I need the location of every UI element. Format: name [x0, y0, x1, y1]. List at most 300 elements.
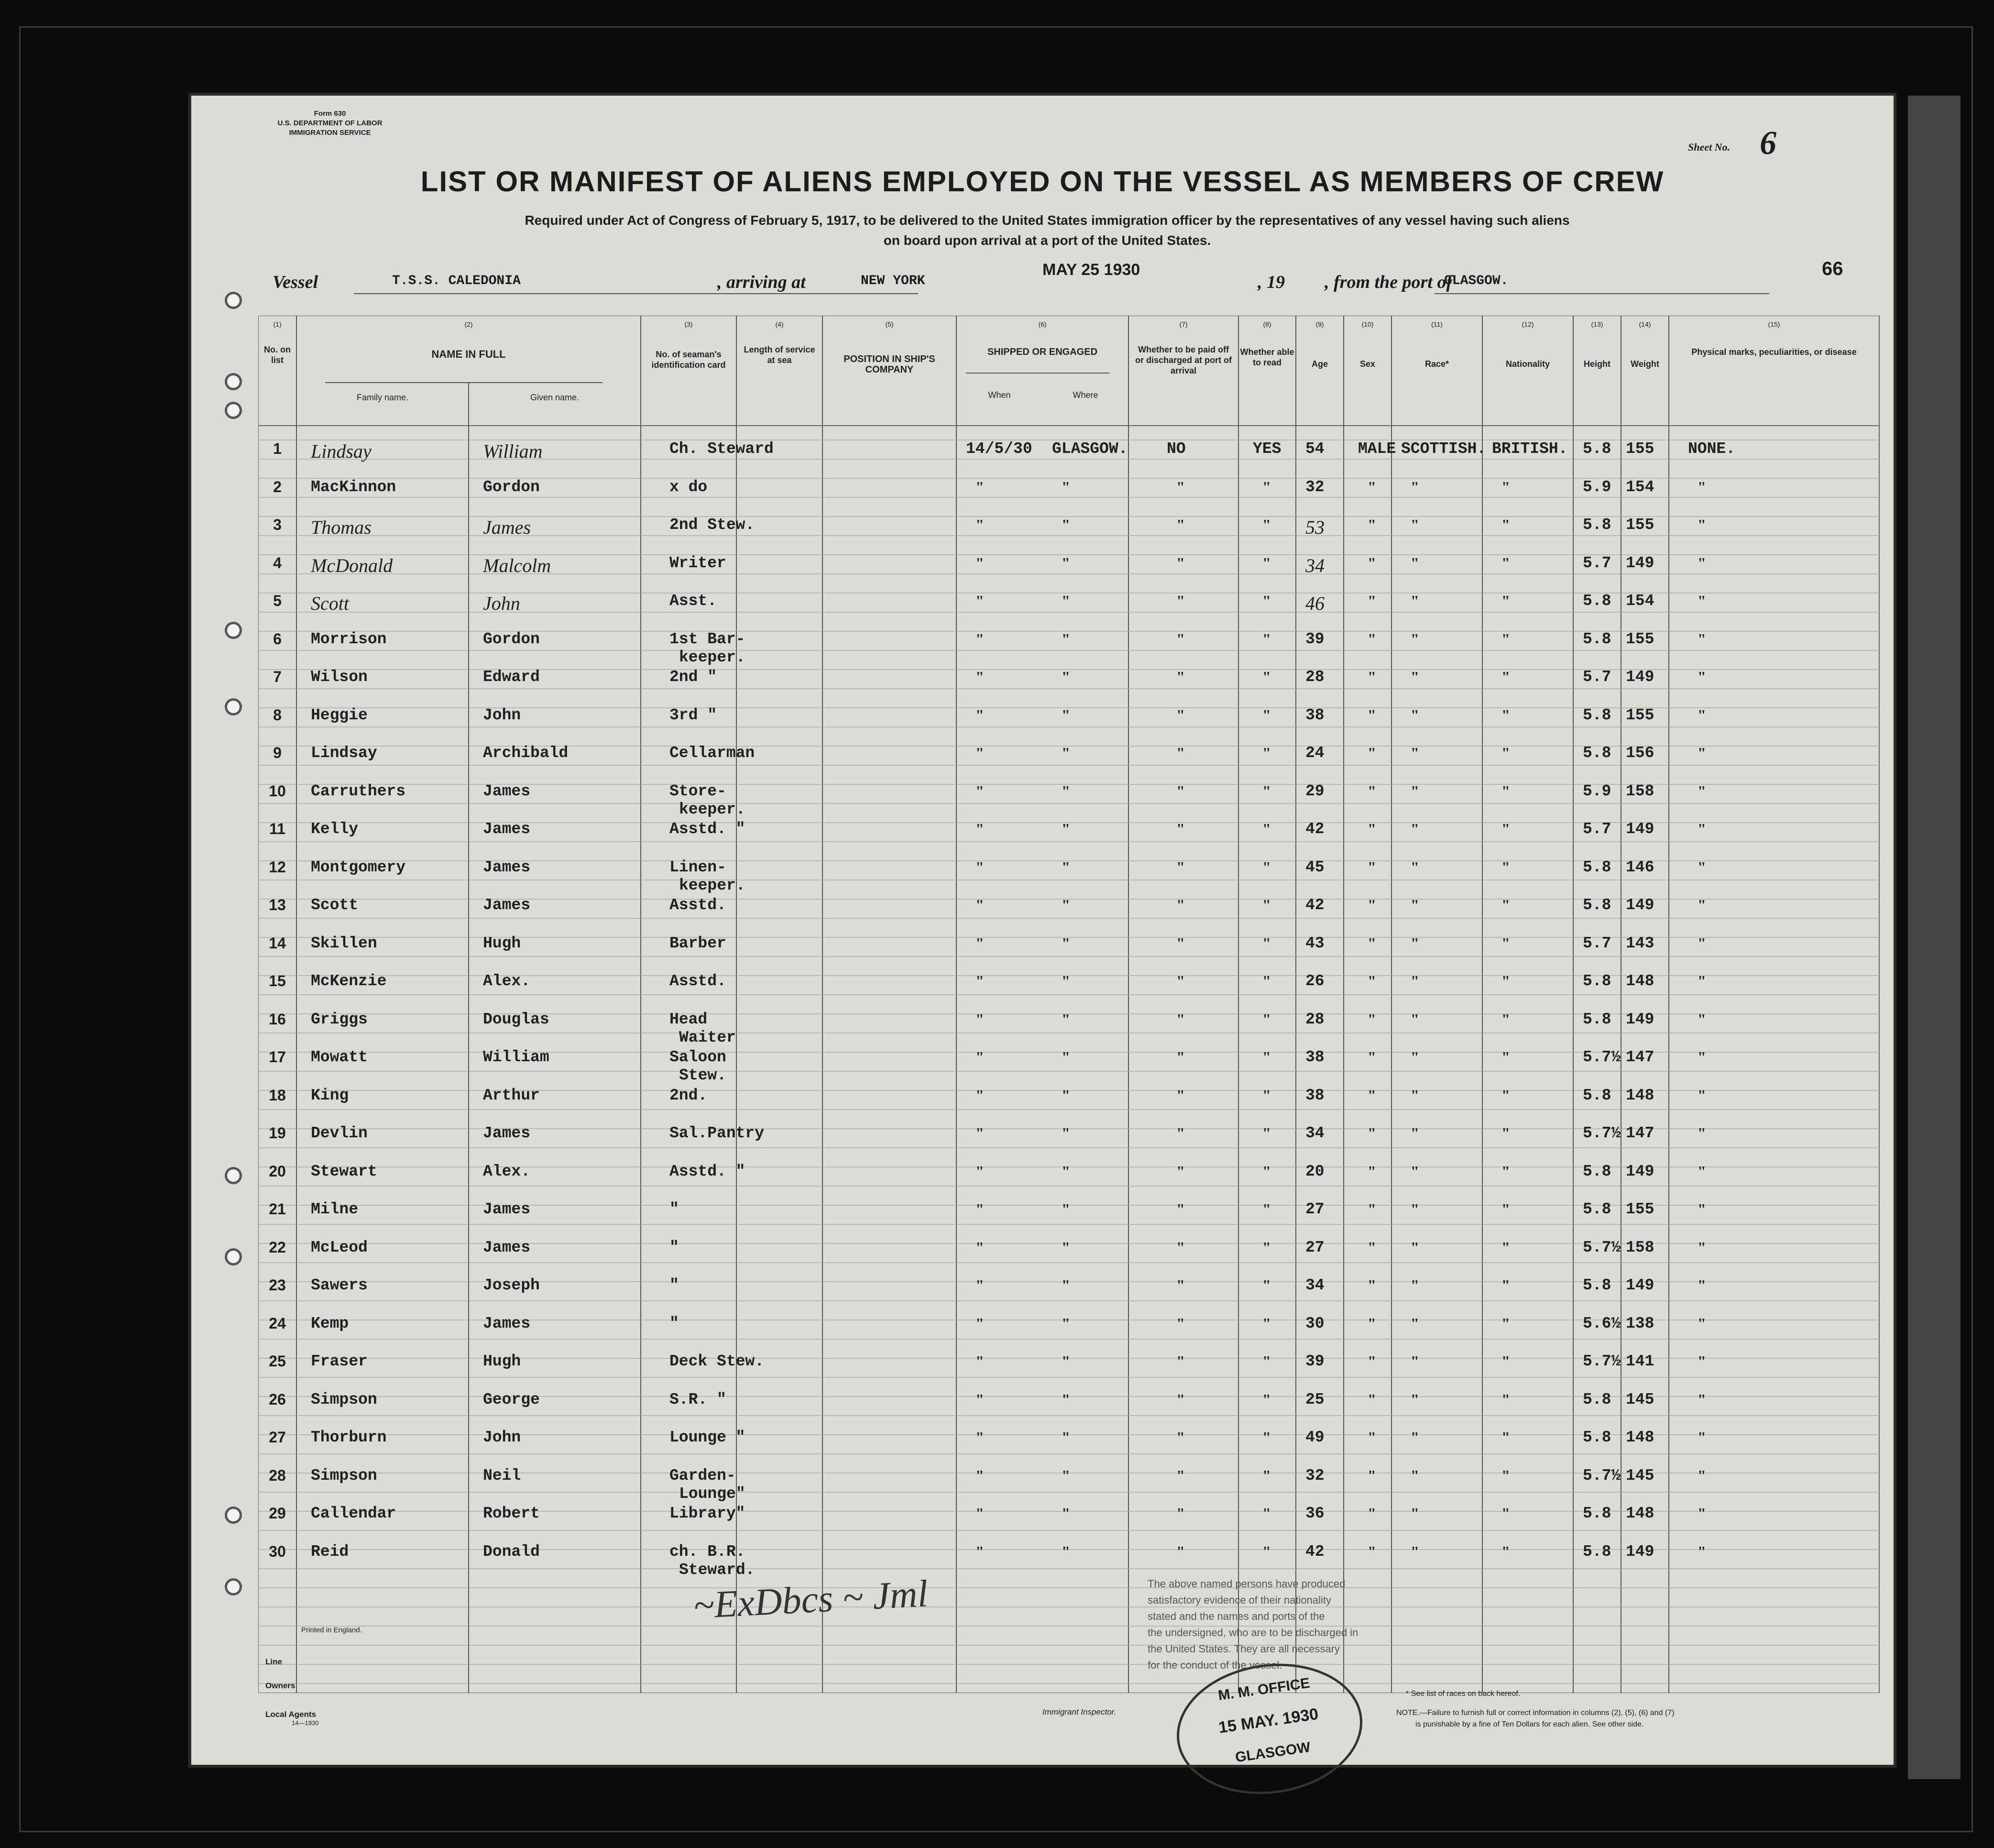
given-name: Gordon	[483, 630, 540, 648]
age: 54	[1305, 440, 1325, 458]
able-to-read: "	[1262, 1048, 1271, 1066]
shipped-when: "	[975, 1315, 984, 1332]
punch-hole	[225, 1507, 242, 1524]
shipped-when: "	[975, 1353, 984, 1370]
paid-off: "	[1176, 896, 1185, 913]
shipped-where: "	[1062, 1429, 1070, 1446]
age: 42	[1305, 896, 1325, 914]
paid-off: "	[1176, 782, 1185, 800]
race: "	[1411, 1543, 1419, 1560]
row-number: 29	[269, 1505, 286, 1522]
height: 5.8	[1583, 1505, 1611, 1522]
family-name: Scott	[311, 593, 349, 614]
height: 5.7	[1583, 554, 1611, 572]
given-name: Robert	[483, 1505, 540, 1522]
given-name: William	[483, 440, 543, 462]
physical-marks: "	[1698, 1543, 1706, 1560]
shipped-where: "	[1062, 592, 1070, 609]
position: Deck Stew.	[669, 1353, 765, 1370]
nationality: "	[1501, 1200, 1510, 1218]
physical-marks: "	[1698, 1011, 1706, 1028]
able-to-read: "	[1262, 478, 1271, 495]
family-name: Callendar	[311, 1505, 396, 1522]
row-number: 7	[273, 668, 282, 685]
position-line-2: Waiter	[679, 1029, 736, 1046]
physical-marks: "	[1698, 1467, 1706, 1484]
able-to-read: "	[1262, 1315, 1271, 1332]
physical-marks: "	[1698, 1353, 1706, 1370]
shipped-where: "	[1062, 1048, 1070, 1066]
race: "	[1411, 1087, 1419, 1104]
given-name: Edward	[483, 668, 540, 686]
header-position: POSITION IN SHIP'S COMPANY	[844, 354, 935, 375]
position: Asstd.	[669, 972, 726, 990]
sex: "	[1368, 478, 1376, 495]
position: 3rd "	[669, 706, 717, 724]
height: 5.8	[1583, 516, 1611, 534]
binding-strip	[1908, 96, 1961, 1779]
able-to-read: "	[1262, 1429, 1271, 1446]
age: 32	[1305, 1467, 1325, 1485]
sex: "	[1368, 630, 1376, 648]
physical-marks: "	[1698, 782, 1706, 800]
header-shipped-engaged: SHIPPED OR ENGAGED	[987, 347, 1098, 357]
nationality: "	[1501, 1163, 1510, 1180]
paid-off: "	[1176, 516, 1185, 533]
punch-hole	[225, 622, 242, 639]
sex: "	[1368, 1391, 1376, 1408]
height: 5.7½	[1583, 1239, 1621, 1256]
position: "	[669, 1239, 679, 1256]
family-name: McLeod	[311, 1239, 368, 1256]
weight: 147	[1626, 1124, 1654, 1142]
physical-marks: "	[1698, 896, 1706, 913]
age: 42	[1305, 1543, 1325, 1561]
row-number: 14	[269, 935, 286, 952]
weight: 158	[1626, 1239, 1654, 1256]
family-name: McKenzie	[311, 972, 387, 990]
position: "	[669, 1276, 679, 1294]
punch-hole	[225, 1167, 242, 1184]
shipped-when: "	[975, 478, 984, 495]
shipped-when: "	[975, 896, 984, 913]
family-name: Heggie	[311, 706, 368, 724]
sex: "	[1368, 1124, 1376, 1142]
weight: 138	[1626, 1315, 1654, 1332]
row-number: 13	[269, 896, 286, 913]
given-name: Hugh	[483, 1353, 521, 1370]
punch-hole	[225, 698, 242, 715]
paid-off: "	[1176, 554, 1185, 572]
nationality: "	[1501, 744, 1510, 761]
able-to-read: "	[1262, 1543, 1271, 1560]
page-subtitle	[402, 210, 1693, 251]
service-name: IMMIGRATION SERVICE	[289, 129, 371, 137]
weight: 148	[1626, 972, 1654, 990]
nationality: "	[1501, 478, 1510, 495]
shipped-where: "	[1062, 1163, 1070, 1180]
able-to-read: "	[1262, 1124, 1271, 1142]
given-name: Alex.	[483, 1163, 531, 1180]
colnum-15: (15)	[1768, 320, 1780, 328]
from-port-label: , from the port of	[1325, 272, 1453, 292]
shipped-when: "	[975, 592, 984, 609]
height: 5.8	[1583, 896, 1611, 914]
able-to-read: "	[1262, 972, 1271, 990]
nationality: "	[1501, 972, 1510, 990]
height: 5.7½	[1583, 1353, 1621, 1370]
row-number: 23	[269, 1276, 286, 1294]
physical-marks: "	[1698, 820, 1706, 837]
shipped-where: "	[1062, 1239, 1070, 1256]
able-to-read: "	[1262, 1200, 1271, 1218]
colnum-8: (8)	[1263, 320, 1271, 328]
race: "	[1411, 896, 1419, 913]
paid-off: "	[1176, 858, 1185, 876]
weight: 148	[1626, 1505, 1654, 1522]
shipped-when: "	[975, 554, 984, 572]
height: 5.8	[1583, 1391, 1611, 1408]
height: 5.6½	[1583, 1315, 1621, 1332]
shipped-when: "	[975, 935, 984, 952]
colnum-14: (14)	[1639, 320, 1651, 328]
affidavit-line-6: for the conduct of the vessel.	[1148, 1659, 1282, 1671]
shipped-when: "	[975, 1163, 984, 1180]
position: Cellarman	[669, 744, 755, 762]
shipped-where: "	[1062, 1200, 1070, 1218]
height: 5.8	[1583, 1543, 1611, 1561]
manifest-page	[191, 96, 1894, 1765]
race: "	[1411, 1315, 1419, 1332]
row-number: 6	[273, 630, 282, 648]
able-to-read: "	[1262, 1467, 1271, 1484]
family-name: Kemp	[311, 1315, 349, 1332]
paid-off: "	[1176, 1048, 1185, 1066]
nationality: "	[1501, 858, 1510, 876]
paid-off: "	[1176, 1124, 1185, 1142]
given-name: James	[483, 517, 531, 538]
able-to-read: "	[1262, 1087, 1271, 1104]
shipped-when: "	[975, 1276, 984, 1294]
race: "	[1411, 1124, 1419, 1142]
family-name: MacKinnon	[311, 478, 396, 496]
physical-marks: "	[1698, 516, 1706, 533]
family-name: Milne	[311, 1200, 359, 1218]
position-line-2: Steward.	[679, 1561, 755, 1579]
nationality: "	[1501, 1543, 1510, 1560]
row-number: 19	[269, 1124, 286, 1142]
paid-off: "	[1176, 744, 1185, 761]
shipped-where: "	[1062, 1011, 1070, 1028]
physical-marks: NONE.	[1688, 440, 1736, 458]
physical-marks: "	[1698, 858, 1706, 876]
given-name: James	[483, 782, 531, 800]
stamp-date: 15 MAY. 1930	[1217, 1705, 1320, 1737]
age: 29	[1305, 782, 1325, 800]
header-given-name: Given name.	[530, 393, 580, 402]
nationality: "	[1501, 1429, 1510, 1446]
form-header	[258, 109, 402, 138]
department-name: U.S. DEPARTMENT OF LABOR	[277, 119, 383, 127]
race: "	[1411, 1505, 1419, 1522]
nationality: "	[1501, 1467, 1510, 1484]
weight: 155	[1626, 440, 1654, 458]
given-name: Neil	[483, 1467, 521, 1485]
position: Barber	[669, 935, 726, 952]
race: "	[1411, 668, 1419, 685]
paid-off: "	[1176, 1353, 1185, 1370]
able-to-read: "	[1262, 935, 1271, 952]
height: 5.7½	[1583, 1467, 1621, 1485]
physical-marks: "	[1698, 1200, 1706, 1218]
year-label: , 19	[1258, 272, 1285, 292]
shipped-where: "	[1062, 478, 1070, 495]
row-number: 17	[269, 1048, 286, 1066]
weight: 149	[1626, 668, 1654, 686]
position: Lounge "	[669, 1429, 745, 1446]
physical-marks: "	[1698, 744, 1706, 761]
weight: 155	[1626, 516, 1654, 534]
family-name: Skillen	[311, 935, 377, 952]
age: 38	[1305, 706, 1325, 724]
shipped-when: "	[975, 858, 984, 876]
race: "	[1411, 1467, 1419, 1484]
nationality: BRITISH.	[1492, 440, 1568, 458]
physical-marks: "	[1698, 630, 1706, 648]
race: "	[1411, 972, 1419, 990]
position: 2nd.	[669, 1087, 708, 1104]
able-to-read: YES	[1253, 440, 1282, 458]
weight: 149	[1626, 1276, 1654, 1294]
physical-marks: "	[1698, 668, 1706, 685]
race: "	[1411, 782, 1419, 800]
shipped-when: "	[975, 744, 984, 761]
family-name: Morrison	[311, 630, 387, 648]
race: "	[1411, 1011, 1419, 1028]
shipped-where: "	[1062, 1315, 1070, 1332]
height: 5.8	[1583, 1087, 1611, 1104]
height: 5.9	[1583, 478, 1611, 496]
race: "	[1411, 630, 1419, 648]
family-name: Montgomery	[311, 858, 406, 876]
height: 5.7½	[1583, 1124, 1621, 1142]
penalty-note-line-2: is punishable by a fine of Ten Dollars for each alien. See other side.	[1415, 1720, 1644, 1728]
able-to-read: "	[1262, 858, 1271, 876]
age: 32	[1305, 478, 1325, 496]
age: 39	[1305, 1353, 1325, 1370]
given-name: John	[483, 1429, 521, 1446]
sex: "	[1368, 744, 1376, 761]
race: "	[1411, 858, 1419, 876]
paid-off: "	[1176, 630, 1185, 648]
punch-hole	[225, 402, 242, 419]
nationality: "	[1501, 1391, 1510, 1408]
height: 5.8	[1583, 744, 1611, 762]
physical-marks: "	[1698, 554, 1706, 572]
age: 27	[1305, 1239, 1325, 1256]
family-name: Reid	[311, 1543, 349, 1561]
shipped-when: "	[975, 782, 984, 800]
paid-off: "	[1176, 935, 1185, 952]
shipped-where: "	[1062, 1391, 1070, 1408]
able-to-read: "	[1262, 744, 1271, 761]
affidavit-line-5: the United States. They are all necessary	[1148, 1643, 1340, 1655]
paid-off: "	[1176, 668, 1185, 685]
header-length-service: Length of service at sea	[744, 345, 815, 365]
height: 5.8	[1583, 1200, 1611, 1218]
sex: "	[1368, 820, 1376, 837]
race: "	[1411, 820, 1419, 837]
race: "	[1411, 1239, 1419, 1256]
height: 5.9	[1583, 782, 1611, 800]
family-name: Thorburn	[311, 1429, 387, 1446]
shipped-where: "	[1062, 896, 1070, 913]
age: 45	[1305, 858, 1325, 876]
colnum-2: (2)	[464, 320, 473, 328]
sex: "	[1368, 1163, 1376, 1180]
nationality: "	[1501, 630, 1510, 648]
age: 39	[1305, 630, 1325, 648]
row-number: 22	[269, 1239, 286, 1256]
sex: "	[1368, 1467, 1376, 1484]
height: 5.8	[1583, 972, 1611, 990]
given-name: Joseph	[483, 1276, 540, 1294]
weight: 155	[1626, 706, 1654, 724]
given-name: Alex.	[483, 972, 531, 990]
nationality: "	[1501, 1048, 1510, 1066]
position: Asstd. "	[669, 820, 745, 838]
vessel-name: T.S.S. CALEDONIA	[392, 274, 521, 288]
age: 28	[1305, 1011, 1325, 1028]
position: x do	[669, 478, 708, 496]
penalty-note-line-1: NOTE.—Failure to furnish full or correct information in columns (2), (5), (6) and (7)	[1396, 1709, 1675, 1717]
shipped-when: "	[975, 706, 984, 724]
colnum-3: (3)	[684, 320, 693, 328]
height: 5.8	[1583, 440, 1611, 458]
family-name: Simpson	[311, 1467, 377, 1485]
sex: "	[1368, 706, 1376, 724]
sex: "	[1368, 935, 1376, 952]
height: 5.8	[1583, 706, 1611, 724]
subtitle-line-1: Required under Act of Congress of February 5, 1917, to be delivered to the United States immigration officer by the representatives of any vessel having such aliens	[525, 213, 1570, 228]
weight: 149	[1626, 554, 1654, 572]
position-line-2: keeper.	[679, 649, 745, 666]
penalty-note	[1396, 1707, 1675, 1730]
position-line-2: Lounge"	[679, 1485, 745, 1503]
height: 5.8	[1583, 1011, 1611, 1028]
weight: 149	[1626, 1163, 1654, 1180]
weight: 158	[1626, 782, 1654, 800]
position: Library"	[669, 1505, 745, 1522]
sex: "	[1368, 554, 1376, 572]
given-name: James	[483, 1315, 531, 1332]
family-name: Thomas	[311, 517, 372, 538]
affidavit-line-1: The above named persons have produced	[1148, 1578, 1346, 1590]
stamp-top-text: M. M. OFFICE	[1217, 1675, 1311, 1704]
given-name: John	[483, 706, 521, 724]
nationality: "	[1501, 935, 1510, 952]
weight: 145	[1626, 1467, 1654, 1485]
arrival-port: NEW YORK	[861, 274, 925, 288]
physical-marks: "	[1698, 1276, 1706, 1294]
header-paid-off: Whether to be paid off or discharged at port of arrival	[1135, 345, 1232, 375]
punch-hole	[225, 1578, 242, 1595]
sex: "	[1368, 896, 1376, 913]
paid-off: "	[1176, 972, 1185, 990]
physical-marks: "	[1698, 935, 1706, 952]
race: SCOTTISH.	[1401, 440, 1487, 458]
given-name: James	[483, 858, 531, 876]
race: "	[1411, 1353, 1419, 1370]
height: 5.8	[1583, 1163, 1611, 1180]
punch-hole	[225, 1248, 242, 1265]
able-to-read: "	[1262, 1353, 1271, 1370]
paid-off: "	[1176, 820, 1185, 837]
shipped-when: "	[975, 1429, 984, 1446]
age: 38	[1305, 1087, 1325, 1104]
position-line-2: keeper.	[679, 801, 745, 818]
row-number: 10	[269, 782, 286, 800]
paid-off: "	[1176, 1315, 1185, 1332]
sex: "	[1368, 668, 1376, 685]
position: "	[669, 1315, 679, 1332]
nationality: "	[1501, 706, 1510, 724]
race: "	[1411, 744, 1419, 761]
age: 34	[1305, 1276, 1325, 1294]
age: 34	[1305, 1124, 1325, 1142]
position-line-2: keeper.	[679, 877, 745, 894]
able-to-read: "	[1262, 896, 1271, 913]
subtitle-line-2: on board upon arrival at a port of the United States.	[883, 233, 1211, 248]
paid-off: "	[1176, 1011, 1185, 1028]
shipped-when: "	[975, 972, 984, 990]
age: 46	[1305, 593, 1325, 614]
family-name: Lindsay	[311, 744, 377, 762]
physical-marks: "	[1698, 1124, 1706, 1142]
weight: 155	[1626, 1200, 1654, 1218]
family-name: Kelly	[311, 820, 359, 838]
immigrant-inspector-label: Immigrant Inspector.	[1042, 1707, 1117, 1716]
row-number: 20	[269, 1163, 286, 1180]
height: 5.8	[1583, 630, 1611, 648]
weight: 145	[1626, 1391, 1654, 1408]
stamp-bottom-text: GLASGOW	[1234, 1739, 1312, 1766]
shipped-when: "	[975, 1087, 984, 1104]
header-no-on-list: No. on list	[264, 345, 291, 365]
header-family-name: Family name.	[356, 393, 409, 402]
row-number: 15	[269, 972, 286, 990]
header-able-read: Whether able to read	[1240, 347, 1294, 367]
row-number: 4	[273, 554, 282, 572]
row-number: 1	[273, 440, 282, 457]
given-name: James	[483, 820, 531, 838]
shipped-where: "	[1062, 820, 1070, 837]
row-number: 9	[273, 744, 282, 761]
height: 5.7	[1583, 820, 1611, 838]
arriving-label: , arriving at	[717, 272, 806, 292]
header-id-card: No. of seaman's identification card	[651, 350, 726, 370]
nationality: "	[1501, 554, 1510, 572]
given-name: James	[483, 1124, 531, 1142]
sex: "	[1368, 1276, 1376, 1294]
able-to-read: "	[1262, 1391, 1271, 1408]
position: ch. B.R.	[669, 1543, 745, 1561]
position: Asst.	[669, 592, 717, 610]
physical-marks: "	[1698, 1391, 1706, 1408]
row-number: 8	[273, 706, 282, 724]
able-to-read: "	[1262, 782, 1271, 800]
position: Asstd. "	[669, 1163, 745, 1180]
